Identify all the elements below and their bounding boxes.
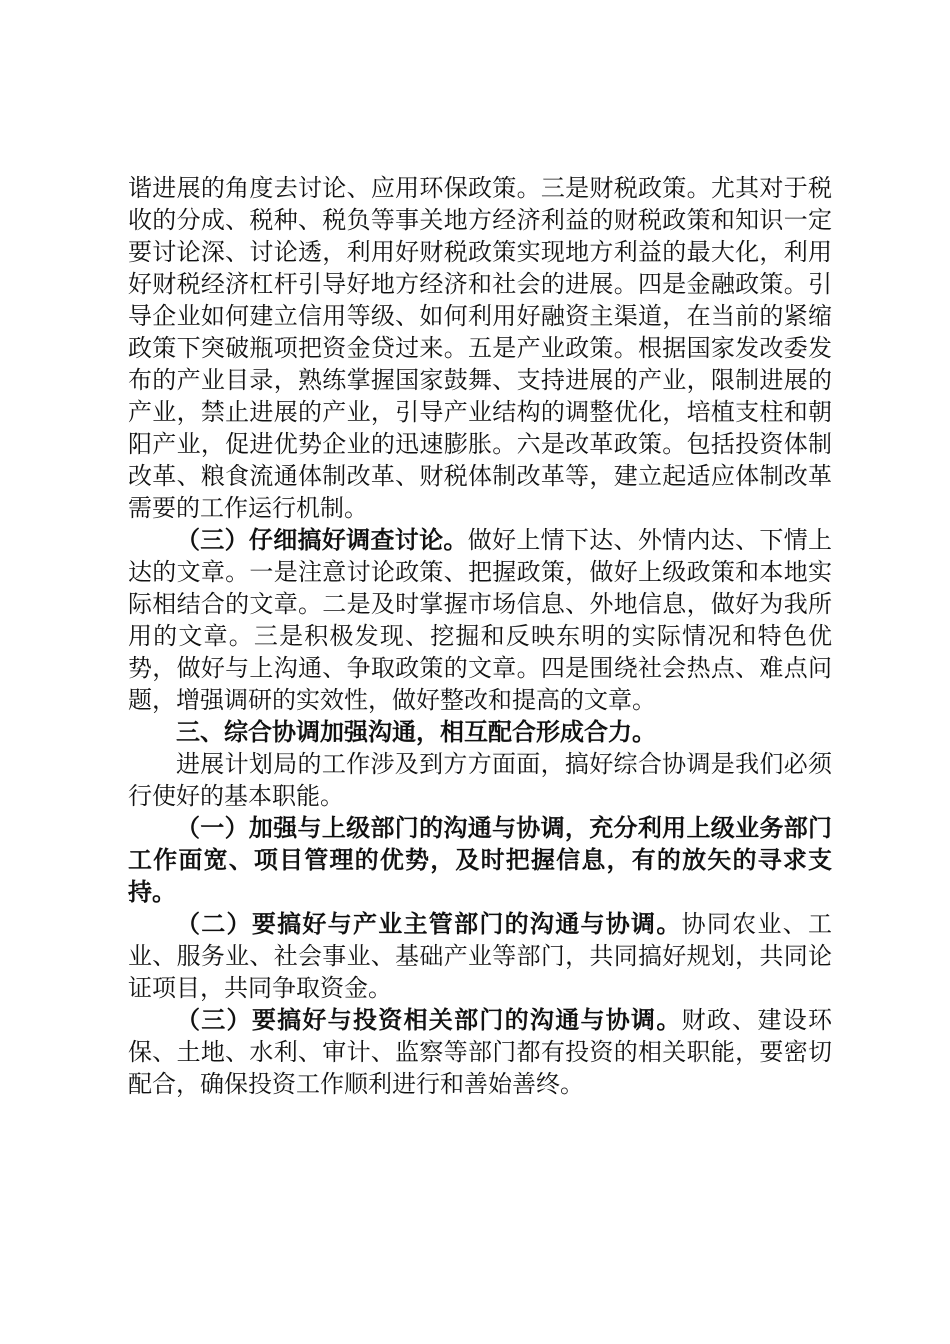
paragraph-lead: （三）仔细搞好调查讨论。 bbox=[176, 526, 468, 554]
paragraph-coordination-intro bbox=[128, 748, 832, 812]
paragraph-heading-text: （一）加强与上级部门的沟通与协调，充分利用上级业务部门工作面宽、项目管理的优势，及时把握信息，有的放矢的寻求支持。 bbox=[128, 814, 832, 906]
document-page bbox=[128, 172, 832, 1100]
paragraph-lead: （三）要搞好与投资相关部门的沟通与协调。 bbox=[176, 1006, 682, 1034]
paragraph-text: 财政、建设环保、土地、水利、审计、监察等部门都有投资的相关职能，要密切配合，确保投资工作顺利进行和善始善终。 bbox=[128, 1006, 833, 1098]
paragraph-text: 做好上情下达、外情内达、下情上达的文章。一是注意讨论政策、把握政策，做好上级政策和本地实际相结合的文章。二是及时掌握市场信息、外地信息，做好为我所用的文章。三是积极发现、挖掘和反映东明的实际情况和特色优势，做好与上沟通、争取政策的文章。四是围绕社会热点、难点问题，增强调研的实效性，做好整改和提高的文章。 bbox=[128, 526, 833, 714]
paragraph-research bbox=[128, 524, 832, 716]
paragraph-text: 协同农业、工业、服务业、社会事业、基础产业等部门，共同搞好规划，共同论证项目，共同争取资金。 bbox=[128, 910, 833, 1002]
paragraph-superior-departments bbox=[128, 812, 832, 908]
paragraph-industry-departments bbox=[128, 908, 832, 1004]
paragraph-text: 谐进展的角度去讨论、应用环保政策。三是财税政策。尤其对于税收的分成、税种、税负等事关地方经济利益的财税政策和知识一定要讨论深、讨论透，利用好财税政策实现地方利益的最大化，利用好财税经济杠杆引导好地方经济和社会的进展。四是金融政策。引导企业如何建立信用等级、如何利用好融资主渠道，在当前的紧缩政策下突破瓶项把资金贷过来。五是产业政策。根据国家发改委发布的产业目录，熟练掌握国家鼓舞、支持进展的产业，限制进展的产业，禁止进展的产业，引导产业结构的调整优化，培植支柱和朝阳产业，促进优势企业的迅速膨胀。六是改革政策。包括投资体制改革、粮食流通体制改革、财税体制改革等，建立起适应体制改革需要的工作运行机制。 bbox=[128, 174, 832, 522]
paragraph-investment-departments bbox=[128, 1004, 832, 1100]
paragraph-text: 进展计划局的工作涉及到方方面面，搞好综合协调是我们必须行使好的基本职能。 bbox=[128, 750, 832, 810]
paragraph-policy-continued bbox=[128, 172, 832, 524]
section-heading-text: 三、综合协调加强沟通，相互配合形成合力。 bbox=[176, 718, 656, 746]
section-heading-coordination bbox=[128, 716, 832, 748]
paragraph-lead: （二）要搞好与产业主管部门的沟通与协调。 bbox=[176, 910, 682, 938]
